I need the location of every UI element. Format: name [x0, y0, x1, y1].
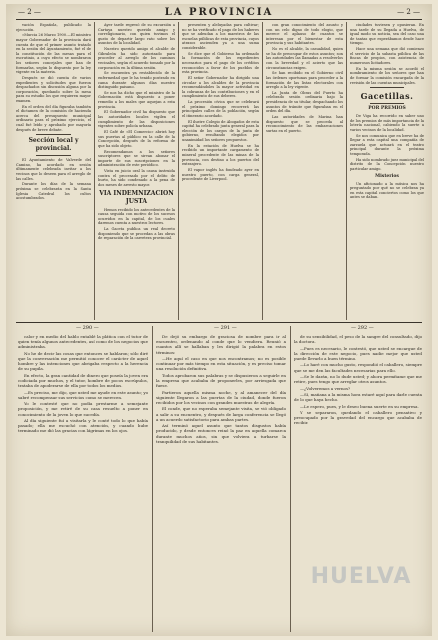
paragraph: —He aquí el caso en que nos encontramos; no es posible continuar por más tiempo en esta situación, y es preciso tomar una resolución definitiva. — [156, 356, 286, 372]
paragraph: con gran conocimiento del asunto y con un celo digno de todo elogio, que merece el aplauso de cuantos se interesan por el bienestar de esta provincia y sus habitantes. — [266, 23, 343, 46]
newspaper-title: LA PROVINCIA — [164, 7, 274, 18]
newspaper-page — [6, 4, 432, 636]
paragraph: La Junta de Obras del Puerto ha celebrado sesión ordinaria bajo la presidencia de su titular, despachando los asuntos de trámite que figuraban en el orden del día. — [266, 90, 343, 114]
article-column-4 — [266, 23, 343, 319]
divider — [36, 134, 71, 135]
serial-column-1 — [18, 334, 148, 630]
gacetillas-heading: Gacetillas. — [360, 91, 414, 102]
article-column-5 — [350, 23, 424, 319]
paragraph: En el orden del día figuraba también el dictamen de la comisión de hacienda acerca del presupuesto municipal ordinario para el próximo ejercicio, el cual fué leído y aprobado por mayoría después de breve debate. — [16, 104, 91, 132]
paragraph: Recomendamos a los señores suscriptores que se sirvan abonar el importe de sus suscripciones en la administración de este periódico. — [98, 149, 175, 168]
paragraph: El Gobernador civil ha dispuesto que las autoridades locales vigilen el cumplimiento de las disposiciones vigentes sobre policía urbana. — [98, 110, 175, 129]
paragraph: Hemos recibido los antecedentes de la causa seguida con motivo de los sucesos ocurridos en la capital, de los cuales daremos cuenta a nuestros lectores. — [98, 207, 175, 226]
paragraph: Yo le contesté que no podía prestarme a semejante proposición, y me retiré de su casa resuelto a poner en conocimiento de la joven lo que sucedía. — [18, 401, 148, 417]
paragraph: calor y en medio del hablo entablé la plática con el tutor de quien tenía algunos antecedentes, así como de los negocios que administraba. — [18, 334, 148, 350]
paragraph: Se nos comunica que en breve ha de llegar a esta capital una compañía de zarzuela que actuará en el teatro principal durante la próxima temporada. — [350, 133, 424, 157]
paragraph: El Ayuntamiento de Valverde del Camino, ha acordado en sesión últimamente celebrada invitar a los vecinos que lo deseen para el arreglo de las calles. — [16, 158, 91, 181]
column-rule — [346, 22, 347, 320]
paragraph: La procesión cívica que se celebrará el próximo domingo recorrerá las principales calles de la población, según el itinerario acordado. — [182, 100, 259, 118]
fold-rule — [16, 322, 422, 323]
header-rule — [16, 19, 422, 20]
serial-page-number-right: — 292 — — [351, 325, 374, 331]
paragraph: ciudades tuviesen y opusieran. En una tarde de su llegada a Huelva, de igual modo su noticia, sea del caso una de tantas que esperábamos desde hace tiempo. — [350, 23, 424, 46]
paragraph: Todos aprobaron sus palabras y se dispusieron a seguirle en la empresa que acababa de proponerles, por arriesgada que fuese. — [156, 372, 286, 389]
paragraph: Un aficionado a la música nos ha preguntado por qué no se celebran ya en esta capital conciertos como los que antes se daban. — [350, 181, 424, 200]
article-column-1 — [16, 23, 91, 319]
paragraph: No es el alcalde, la casualidad, quien se ha de preocupar de estos asuntos; son las autoridades las llamadas a resolverlos con la brevedad y el acierto que las circunstancias exigen. — [266, 47, 343, 70]
paragraph: Ayer tarde regresó de su excursión a Cartaya nuestro querido amigo y correligionario, con quien tuvimos el gusto de departir largo rato sobre los asuntos de la localidad. — [98, 23, 175, 46]
paragraph: En la misma sesión se acordó el nombramiento de los señores que han de formar la comisión encargada de la revisión de las cuentas municipales. — [350, 66, 424, 85]
subheading: POR PREMIOS — [368, 106, 406, 112]
column-rule — [152, 326, 153, 632]
section-heading: Sección local y provincial. — [28, 137, 79, 153]
paragraph: vación Española, publicado la ejecución. — [16, 23, 91, 32]
paragraph: Nuestro querido amigo el alcalde de Gibraleón ha sido autorizado para proceder al arreglo de los caminos vecinales, según el acuerdo tomado por la corporación en la última sesión. — [98, 47, 175, 70]
paragraph: presenten y aleluyadas para cultivar; no se ha verificado el pago de los haberes que se adeudan a los maestros de las escuelas públicas de esta provincia, cuyos atrasos ascienden ya a una suma considerable. — [182, 23, 259, 50]
paragraph: En efecto, la gran cantidad de dinero que poseía la joven era codiciada por muchos, y el tutor, hombre de pocos escrúpulos, trataba de apoderarse de ella por todos los medios. — [18, 372, 148, 389]
paragraph: La Gaceta publica un real decreto disponiendo que se procedan a las obras de reparación de la carretera provincial. — [98, 227, 175, 241]
divider — [36, 155, 71, 156]
serial-page-number-left: — 290 — — [76, 325, 99, 331]
paragraph: Se dice que el Gobierno ha ordenado la formación de los expedientes necesarios para el pago de los créditos reconocidos a favor de los pueblos de esta provincia. — [182, 51, 259, 75]
divider — [370, 103, 404, 104]
paragraph: Partieron aquella misma noche, y al amanecer del día siguiente llegaron a las puertas de la ciudad, donde fueron recibidos por los vecinos con grandes muestras de alegría. — [156, 389, 286, 405]
paragraph: De Viga ha recorrido en saber uno de los premios de más importancia de la lotería nacional, cabiendo la suerte a varios vecinos de la localidad. — [350, 114, 424, 132]
paragraph: —Pues es necesario, le contestó, que usted se encargue de la dirección de este negocio, pues nadie mejor que usted puede llevarlo a buen término. — [294, 345, 422, 361]
column-rule — [290, 326, 291, 632]
divider — [370, 87, 404, 88]
section-heading: VIA INDEMNIZACION JUSTA — [99, 189, 174, 205]
column-rule — [94, 22, 95, 320]
paragraph: El conde, que no esperaba semejante visita, se vió obligado a salir a su encuentro, y después de larga conferencia se llegó a un acuerdo satisfactorio para ambas partes. — [156, 406, 286, 422]
page-number-left: — 2 — — [18, 8, 41, 16]
paragraph: Hace una semana que dió comienzo el servicio de la subasta pública de las fincas de propios, con asistencia de numerosos licitadores. — [350, 47, 424, 65]
paragraph: Se nos ha dicho que el ministro de la Gobernación está dispuesto a poner remedio a los males que aquejan a esta provincia. — [98, 90, 175, 109]
paragraph: —¿Volveremos a vernos? — [300, 385, 351, 391]
paragraph: Ha sido nombrado juez municipal del distrito de la Concepción nuestro particular amigo. — [350, 157, 424, 171]
paragraph: El señor Gobernador ha dirigido una circular a los alcaldes de la provincia recomendándoles la mayor actividad en la cobranza de las contribuciones y en el cumplimiento de sus deberes. — [182, 75, 259, 99]
paragraph: Al día siguiente fuí a visitarla y le conté todo lo que había pasado; ella me escuchó con atención, y cuando hube terminado me dió las gracias con lágrimas en los ojos. — [18, 417, 148, 434]
paragraph: —Sí, mañana a la misma hora estaré aquí para darle cuenta de lo que haya hecho. — [294, 391, 422, 403]
article-column-2 — [98, 23, 175, 319]
paragraph: Así terminó aquel asunto que tantos disgustos había producido, y desde entonces reinó la paz en aquella comarca durante muchos años, sin que volviera a turbarse la tranquilidad de sus habitantes. — [156, 423, 286, 444]
column-rule — [178, 22, 179, 320]
serial-column-2 — [156, 334, 286, 630]
paragraph: Las autoridades de Marina han dispuesto que se proceda al reconocimiento de las embarcaciones surtas en el puerto. — [266, 115, 343, 133]
paragraph: —Es preciso, me dijo, que usted me ayude en este asunto; yo sabré recompensar sus servicios como se merecen. — [18, 389, 148, 400]
paragraph: «Murcia 26 Marzo 1900.—El ministro mayor Gobernador de la provincia dará cuenta de que el primer asunto tratado en la sesión del Ayuntamiento, fué el de la constitución de las mesas para el escrutinio, a cuyo efecto se nombraron los señores concejales que han de formarlas, según lo dispuesto por la ley vigente en la materia. — [16, 33, 91, 75]
page-number-right: — 2 — — [397, 8, 420, 16]
paragraph: Después se dió cuenta de varios expedientes y solicitudes que fueron despachados sin discusión alguna por la corporación, quedando sobre la mesa para su estudio los que requieren mayor examen. — [16, 75, 91, 103]
paragraph: De dejó su embargo de graciosa de nombre para ir al encuentro, ordenando al conde que lo vendiera. Reunió a cuantos allí se hallaban y les dirigió la palabra en estos términos: — [156, 334, 286, 355]
article-column-3 — [182, 23, 259, 319]
paragraph: Y se separaron, quedando el caballero pensativo y preocupado por la gravedad del encargo que acababa de recibir. — [294, 409, 422, 426]
paragraph: —Lo haré con mucho gusto, respondió el caballero, siempre que se me den las facultades necesarias para ello. — [294, 362, 422, 373]
paragraph: El ilustre Colegio de Abogados de esta capital ha celebrado junta general para la elección de los cargos de la junta de gobierno, resultando elegidos por unanimidad los señores propuestos. — [182, 119, 259, 142]
paragraph: No he de decir las cosas que entonces se hablaron; sólo diré que la conversación me permitió conocer el carácter de aquel hombre y las intenciones que abrigaba respecto a la herencia de su pupila. — [18, 350, 148, 372]
serial-page-number-center: — 291 — — [214, 325, 237, 331]
column-rule — [262, 22, 263, 320]
subheading: Misterios — [375, 173, 399, 179]
paragraph: Se encuentra ya restablecido de la enfermedad que le ha tenido postrado en cama durante algunos días nuestro distinguido paisano. — [98, 71, 175, 90]
paragraph: —Se le darán, no lo dude usted; y ahora permítame que me retire, pues tengo que arreglar otros asuntos. — [294, 373, 422, 385]
library-stamp-watermark: HUELVA — [310, 564, 412, 589]
paragraph: En la estación de Huelva se ha recibido un importante cargamento de mineral procedente de las minas de la provincia, con destino a los puertos del extranjero. — [182, 143, 259, 167]
paragraph: Vista en juicio oral la causa instruida contra el procesado por el delito de hurto, ha sido condenado a la pena de dos meses de arresto mayor. — [98, 169, 175, 187]
paragraph: El vapor inglés ha fondeado ayer en nuestro puerto, con carga general, procedente de Liverpool. — [182, 167, 259, 182]
paragraph: Durante los días de la semana próxima se celebrarán en la Santa Iglesia Catedral los cultos acostumbrados. — [16, 182, 91, 201]
paragraph: El Café de «El Comercio» abrirá hoy sus puertas al público en la calle de la Concepción, después de la reforma de que ha sido objeto. — [98, 130, 175, 148]
paragraph: Se han recibido en el Gobierno civil las órdenes oportunas para proceder a la formación de las listas electorales con arreglo a la ley vigente. — [266, 71, 343, 90]
paragraph: —Le espero, pues, y le deseo buena suerte en su empresa. — [300, 403, 419, 409]
paragraph: de su sensibilidad, el peso de la sangre del consultado, dijo la doctora. — [294, 334, 422, 345]
